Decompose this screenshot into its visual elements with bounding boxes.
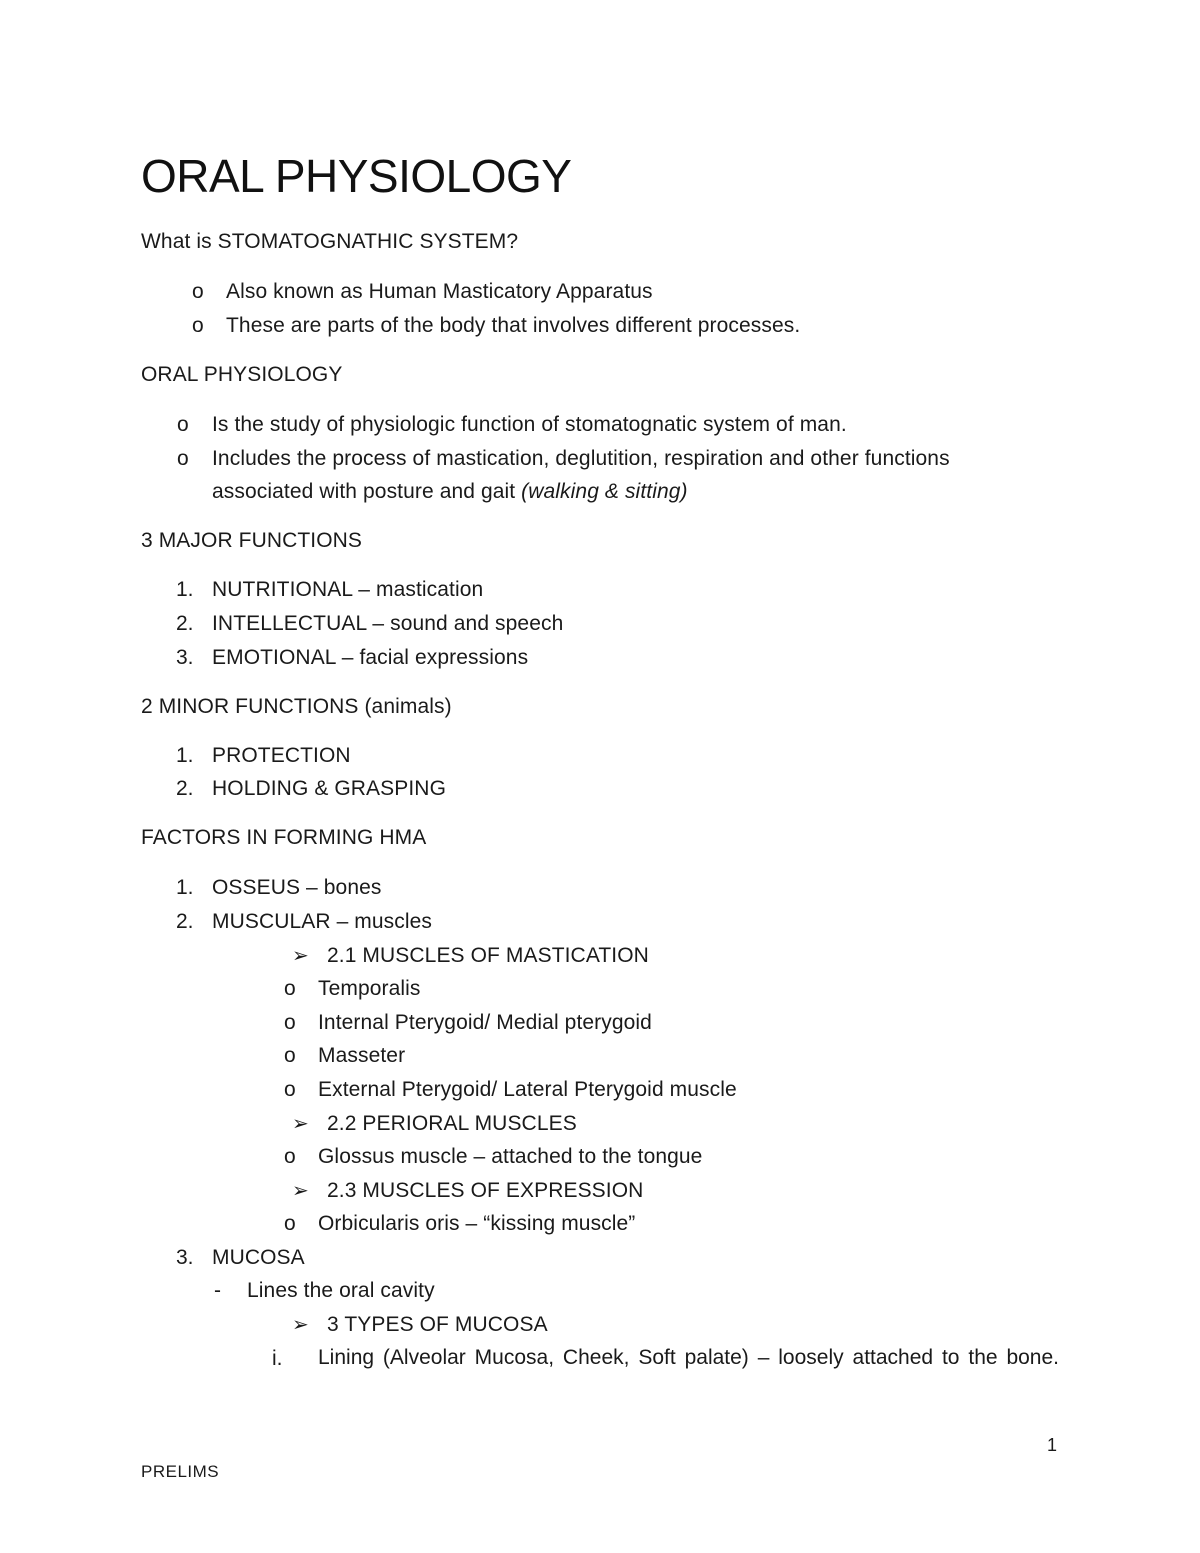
question-heading: What is STOMATOGNATHIC SYSTEM? <box>141 230 519 253</box>
list-item: Is the study of physiologic function of stomatognatic system of man. <box>212 413 847 436</box>
subsection-heading: 2.2 PERIORAL MUSCLES <box>327 1112 577 1135</box>
list-item: Orbicularis oris – “kissing muscle” <box>318 1212 636 1235</box>
list-number: 3. <box>176 646 194 669</box>
roman-numeral: i. <box>272 1347 283 1370</box>
list-item-text: associated with posture and gait <box>212 480 516 503</box>
circle-bullet-icon: o <box>192 280 204 303</box>
list-item-justified: Lining (Alveolar Mucosa, Cheek, Soft palate) – loosely attached to the bone. <box>318 1346 1059 1369</box>
section-heading-minor-functions: 2 MINOR FUNCTIONS (animals) <box>141 695 452 718</box>
list-number: 2. <box>176 910 194 933</box>
footer-label: PRELIMS <box>141 1462 220 1481</box>
arrow-bullet-icon: ➢ <box>292 1314 309 1336</box>
subsection-heading: 2.1 MUSCLES OF MASTICATION <box>327 944 649 967</box>
page-title: ORAL PHYSIOLOGY <box>141 150 572 202</box>
list-item: MUSCULAR – muscles <box>212 910 433 933</box>
circle-bullet-icon: o <box>192 314 204 337</box>
list-item: INTELLECTUAL – sound and speech <box>212 612 564 635</box>
list-number: 1. <box>176 744 194 767</box>
circle-bullet-icon: o <box>177 447 189 470</box>
arrow-bullet-icon: ➢ <box>292 945 309 967</box>
list-item: Temporalis <box>318 977 421 1000</box>
list-item: Masseter <box>318 1044 406 1067</box>
subsection-heading: 2.3 MUSCLES OF EXPRESSION <box>327 1179 644 1202</box>
list-number: 2. <box>176 777 194 800</box>
circle-bullet-icon: o <box>284 1044 296 1067</box>
circle-bullet-icon: o <box>284 1145 296 1168</box>
list-item: EMOTIONAL – facial expressions <box>212 646 529 669</box>
list-item: External Pterygoid/ Lateral Pterygoid muscle <box>318 1078 737 1101</box>
circle-bullet-icon: o <box>284 1078 296 1101</box>
circle-bullet-icon: o <box>284 977 296 1000</box>
list-item: Internal Pterygoid/ Medial pterygoid <box>318 1011 652 1034</box>
circle-bullet-icon: o <box>284 1011 296 1034</box>
circle-bullet-icon: o <box>284 1212 296 1235</box>
list-number: 1. <box>176 876 194 899</box>
list-item: MUCOSA <box>212 1246 305 1269</box>
list-item: Lines the oral cavity <box>247 1279 435 1302</box>
list-item: OSSEUS – bones <box>212 876 382 899</box>
page-number: 1 <box>1047 1435 1058 1455</box>
circle-bullet-icon: o <box>177 413 189 436</box>
arrow-bullet-icon: ➢ <box>292 1113 309 1135</box>
arrow-bullet-icon: ➢ <box>292 1180 309 1202</box>
list-item-emphasis: (walking & sitting) <box>521 480 688 503</box>
list-item: HOLDING & GRASPING <box>212 777 447 800</box>
list-item: Also known as Human Masticatory Apparatus <box>226 280 653 303</box>
list-item: These are parts of the body that involves different processes. <box>226 314 801 337</box>
list-item: Glossus muscle – attached to the tongue <box>318 1145 703 1168</box>
section-heading-factors: FACTORS IN FORMING HMA <box>141 826 427 849</box>
subsection-heading: 3 TYPES OF MUCOSA <box>327 1313 548 1336</box>
list-item-continuation <box>212 479 688 505</box>
list-number: 1. <box>176 578 194 601</box>
list-item: PROTECTION <box>212 744 351 767</box>
list-item: NUTRITIONAL – mastication <box>212 578 484 601</box>
list-number: 2. <box>176 612 194 635</box>
list-item: Includes the process of mastication, deglutition, respiration and other functions <box>212 447 950 470</box>
list-number: 3. <box>176 1246 194 1269</box>
section-heading-major-functions: 3 MAJOR FUNCTIONS <box>141 529 363 552</box>
section-heading-oral-physiology: ORAL PHYSIOLOGY <box>141 363 343 386</box>
dash-bullet-icon: - <box>214 1279 221 1302</box>
